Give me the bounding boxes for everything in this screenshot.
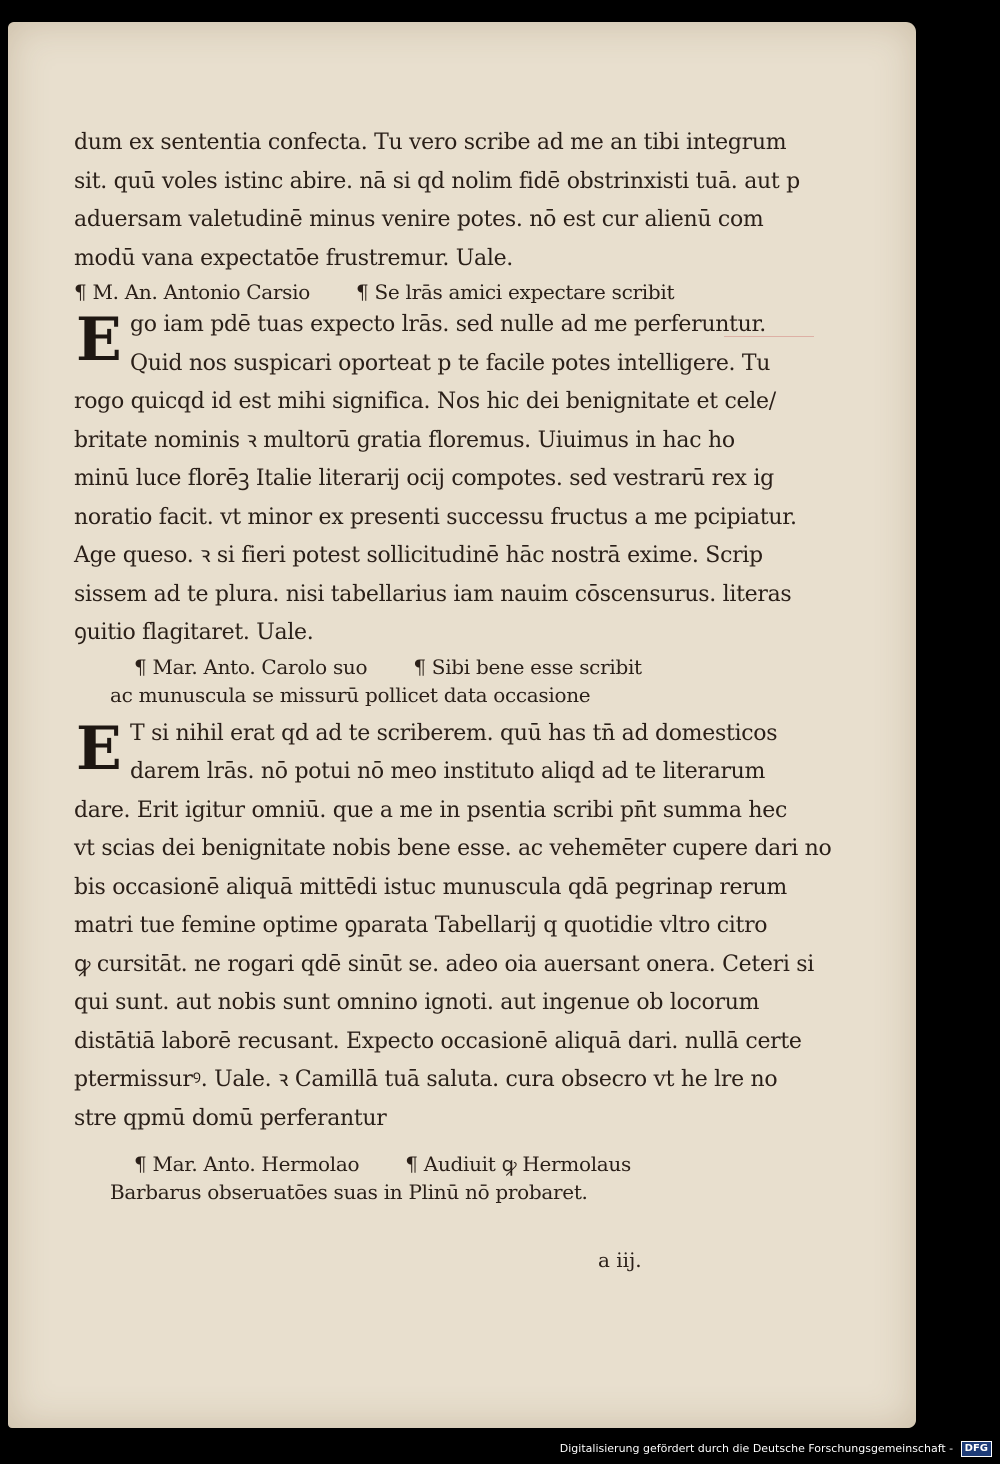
text-line: dare. Erit igitur omniū. que a me in psentia scribi pn̄t summa hec bbox=[74, 797, 787, 823]
letter-heading-right: ¶ Audiuit ꝙ Hermolaus bbox=[405, 1152, 631, 1176]
text-line: vt scias dei benignitate nobis bene esse. ac vehemēter cupere dari no bbox=[74, 836, 832, 861]
dfg-logo-icon: DFG bbox=[961, 1441, 992, 1457]
letter-heading-cont: Barbarus obseruatōes suas in Plinū nō probaret. bbox=[110, 1180, 588, 1204]
letter-heading-left: ¶ M. An. Antonio Carsio bbox=[74, 280, 310, 304]
letter-heading-left: ¶ Mar. Anto. Hermolao bbox=[134, 1152, 360, 1176]
text-line: distātiā laborē recusant. Expecto occasionē aliquā dari. nullā certe bbox=[74, 1028, 802, 1054]
text-line: Age queso. ꝛ si fieri potest sollicitudinē hāc nostrā exime. Scrip bbox=[74, 543, 763, 568]
text-line: Quid nos suspicari oporteat p te facile potes intelligere. Tu bbox=[130, 350, 771, 376]
text-line: matri tue femine optime ꝯparata Tabellarij q quotidie vltro citro bbox=[74, 913, 768, 938]
letter-heading-cont: ac munuscula se missurū pollicet data occasione bbox=[110, 682, 591, 707]
text-line: rogo quicqd id est mihi significa. Nos hic dei benignitate et cele/ bbox=[74, 389, 776, 414]
text-line: ptermissurꝰ. Uale. ꝛ Camillā tuā saluta. cura obsecro vt he lre no bbox=[74, 1067, 778, 1092]
text-line: darem lrās. nō potui nō meo instituto aliqd ad te literarum bbox=[130, 759, 766, 784]
letter-heading bbox=[74, 278, 714, 306]
page-text bbox=[74, 124, 832, 1206]
text-line: modū vana expectatōe frustremur. Uale. bbox=[74, 245, 513, 271]
text-line: T si nihil erat qd ad te scriberem. quū has tn̄ ad domesticos bbox=[130, 720, 778, 746]
letter-body bbox=[74, 305, 797, 653]
letter-body bbox=[74, 713, 832, 1139]
text-line: qui sunt. aut nobis sunt omnino ignoti. aut ingenue ob locorum bbox=[74, 990, 760, 1015]
text-line: sit. quū voles istinc abire. nā si qd nolim fidē obstrinxisti tuā. aut p bbox=[74, 168, 800, 194]
text-line: stre qpmū domū perferantur bbox=[74, 1105, 387, 1131]
initial-letter: E bbox=[76, 713, 122, 784]
text-line: ꝯuitio flagitaret. Uale. bbox=[74, 620, 314, 645]
text-line: noratio facit. vt minor ex presenti successu fructus a me pcipiatur. bbox=[74, 504, 797, 530]
book-page bbox=[8, 22, 916, 1428]
signature-mark: a iij. bbox=[598, 1248, 642, 1272]
footer-text: Digitalisierung gefördert durch die Deutsche Forschungsgemeinschaft - bbox=[559, 1442, 954, 1455]
letter-heading bbox=[74, 653, 714, 681]
letter-heading-left: ¶ Mar. Anto. Carolo suo bbox=[134, 654, 368, 679]
text-line: ꝙ cursitāt. ne rogari qdē sinūt se. adeo oia auersant onera. Ceteri si bbox=[74, 951, 815, 977]
text-line: bis occasionē aliquā mittēdi istuc munuscula qdā pegrinap rerum bbox=[74, 874, 787, 900]
text-line: dum ex sententia confecta. Tu vero scribe ad me an tibi integrum bbox=[74, 130, 787, 155]
initial-letter: E bbox=[76, 305, 122, 375]
text-line: sissem ad te plura. nisi tabellarius iam nauim cōscensurus. literas bbox=[74, 581, 792, 607]
letter-heading-right: ¶ Sibi bene esse scribit bbox=[413, 654, 642, 679]
letter-heading-right: ¶ Se lrās amici expectare scribit bbox=[356, 280, 675, 304]
funding-footer bbox=[560, 1438, 992, 1460]
text-line: britate nominis ꝛ multorū gratia floremus. Uiuimus in hac ho bbox=[74, 427, 735, 453]
text-line: minū luce florēꝫ Italie literarij ocij compotes. sed vestrarū rex ig bbox=[74, 466, 774, 491]
letter-heading bbox=[74, 1150, 714, 1178]
text-line: go iam pdē tuas expecto lrās. sed nulle ad me perferuntur. bbox=[130, 312, 767, 337]
text-line: aduersam valetudinē minus venire potes. nō est cur alienū com bbox=[74, 207, 764, 232]
